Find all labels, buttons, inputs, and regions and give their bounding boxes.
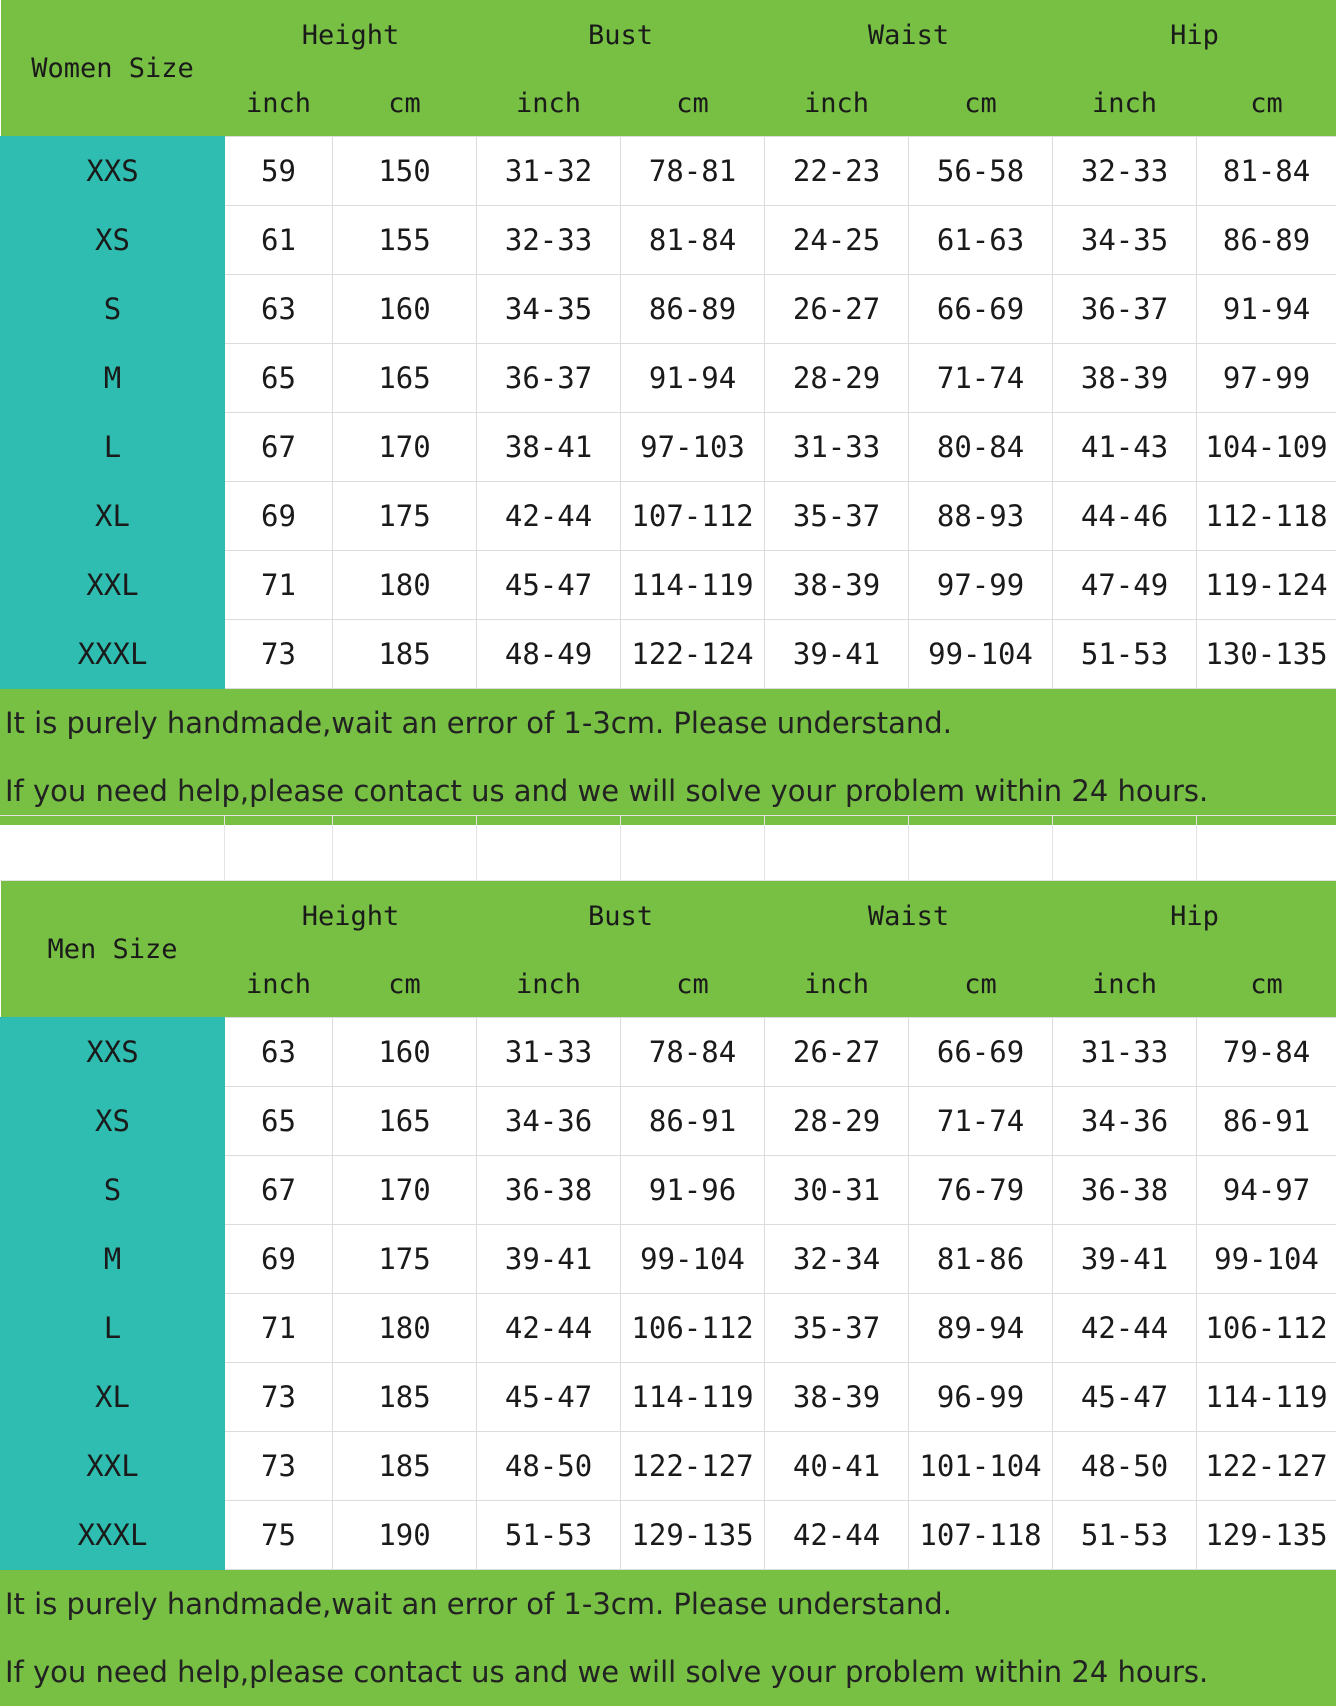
measurement-cell: 59 (225, 137, 333, 206)
size-label: XL (1, 482, 225, 551)
measurement-cell: 114-119 (1197, 1363, 1336, 1432)
measurement-cell: 42-44 (477, 1294, 621, 1363)
measurement-cell: 40-41 (765, 1432, 909, 1501)
table-row (1, 275, 1336, 344)
size-label: M (1, 1225, 225, 1294)
measurement-cell: 185 (333, 620, 477, 689)
measurement-cell: 86-91 (1197, 1087, 1336, 1156)
women-size-table (0, 0, 1336, 689)
measurement-cell: 63 (225, 1018, 333, 1087)
size-label: S (1, 1156, 225, 1225)
group-bust: Bust (477, 0, 765, 70)
size-label: XL (1, 1363, 225, 1432)
measurement-cell: 94-97 (1197, 1156, 1336, 1225)
measurement-cell: 86-89 (621, 275, 765, 344)
table-row (1, 551, 1336, 620)
unit-label: inch (225, 70, 333, 137)
measurement-cell: 170 (333, 413, 477, 482)
women-table-body (1, 137, 1336, 689)
measurement-cell: 75 (225, 1501, 333, 1570)
measurement-cell: 175 (333, 1225, 477, 1294)
group-hip: Hip (1053, 881, 1336, 951)
measurement-cell: 36-38 (477, 1156, 621, 1225)
measurement-cell: 130-135 (1197, 620, 1336, 689)
men-notes (0, 1570, 1336, 1706)
measurement-cell: 35-37 (765, 1294, 909, 1363)
table-row (1, 137, 1336, 206)
measurement-cell: 65 (225, 1087, 333, 1156)
measurement-cell: 51-53 (1053, 1501, 1197, 1570)
measurement-cell: 129-135 (1197, 1501, 1336, 1570)
measurement-cell: 155 (333, 206, 477, 275)
measurement-cell: 122-127 (621, 1432, 765, 1501)
unit-label: cm (333, 951, 477, 1018)
measurement-cell: 61 (225, 206, 333, 275)
measurement-cell: 36-38 (1053, 1156, 1197, 1225)
measurement-cell: 63 (225, 275, 333, 344)
measurement-cell: 99-104 (621, 1225, 765, 1294)
measurement-cell: 170 (333, 1156, 477, 1225)
table-row (1, 1225, 1336, 1294)
measurement-cell: 31-33 (1053, 1018, 1197, 1087)
measurement-cell: 114-119 (621, 551, 765, 620)
measurement-cell: 106-112 (621, 1294, 765, 1363)
measurement-cell: 190 (333, 1501, 477, 1570)
table-row (1, 1501, 1336, 1570)
measurement-cell: 32-33 (477, 206, 621, 275)
women-notes (0, 689, 1336, 825)
size-label: S (1, 275, 225, 344)
men-size-caption: Men Size (1, 881, 225, 1018)
measurement-cell: 45-47 (477, 1363, 621, 1432)
unit-label: cm (333, 70, 477, 137)
group-height: Height (225, 0, 477, 70)
table-row (1, 1432, 1336, 1501)
measurement-cell: 71 (225, 1294, 333, 1363)
measurement-cell: 45-47 (1053, 1363, 1197, 1432)
measurement-cell: 97-99 (1197, 344, 1336, 413)
measurement-cell: 71-74 (909, 344, 1053, 413)
measurement-cell: 165 (333, 344, 477, 413)
measurement-cell: 78-84 (621, 1018, 765, 1087)
table-row (1, 206, 1336, 275)
handmade-note: It is purely handmade,wait an error of 1-3cm. Please understand. (0, 689, 1336, 757)
table-row (1, 482, 1336, 551)
table-row (1, 620, 1336, 689)
measurement-cell: 104-109 (1197, 413, 1336, 482)
measurement-cell: 79-84 (1197, 1018, 1336, 1087)
measurement-cell: 185 (333, 1432, 477, 1501)
table-row (1, 1018, 1336, 1087)
group-waist: Waist (765, 0, 1053, 70)
measurement-cell: 34-36 (1053, 1087, 1197, 1156)
measurement-cell: 38-39 (765, 1363, 909, 1432)
size-label: XXS (1, 137, 225, 206)
measurement-cell: 39-41 (1053, 1225, 1197, 1294)
measurement-cell: 97-103 (621, 413, 765, 482)
measurement-cell: 97-99 (909, 551, 1053, 620)
measurement-cell: 99-104 (909, 620, 1053, 689)
measurement-cell: 107-118 (909, 1501, 1053, 1570)
measurement-cell: 56-58 (909, 137, 1053, 206)
group-hip: Hip (1053, 0, 1336, 70)
measurement-cell: 112-118 (1197, 482, 1336, 551)
measurement-cell: 34-35 (1053, 206, 1197, 275)
size-label: XS (1, 1087, 225, 1156)
measurement-cell: 119-124 (1197, 551, 1336, 620)
measurement-cell: 175 (333, 482, 477, 551)
measurement-cell: 42-44 (765, 1501, 909, 1570)
unit-label: inch (1053, 70, 1197, 137)
measurement-cell: 76-79 (909, 1156, 1053, 1225)
measurement-cell: 48-50 (477, 1432, 621, 1501)
measurement-cell: 32-34 (765, 1225, 909, 1294)
measurement-cell: 34-35 (477, 275, 621, 344)
measurement-cell: 51-53 (1053, 620, 1197, 689)
measurement-cell: 71-74 (909, 1087, 1053, 1156)
measurement-cell: 38-41 (477, 413, 621, 482)
handmade-note: It is purely handmade,wait an error of 1-3cm. Please understand. (0, 1570, 1336, 1638)
size-label: XXS (1, 1018, 225, 1087)
size-label: L (1, 413, 225, 482)
size-label: XXXL (1, 1501, 225, 1570)
measurement-cell: 107-112 (621, 482, 765, 551)
measurement-cell: 88-93 (909, 482, 1053, 551)
measurement-cell: 86-89 (1197, 206, 1336, 275)
measurement-cell: 180 (333, 1294, 477, 1363)
measurement-cell: 160 (333, 275, 477, 344)
measurement-cell: 31-33 (765, 413, 909, 482)
measurement-cell: 30-31 (765, 1156, 909, 1225)
measurement-cell: 81-84 (621, 206, 765, 275)
measurement-cell: 48-50 (1053, 1432, 1197, 1501)
measurement-cell: 42-44 (477, 482, 621, 551)
measurement-cell: 66-69 (909, 275, 1053, 344)
measurement-cell: 34-36 (477, 1087, 621, 1156)
unit-label: cm (909, 70, 1053, 137)
measurement-cell: 73 (225, 1363, 333, 1432)
unit-label: cm (1197, 70, 1336, 137)
measurement-cell: 67 (225, 413, 333, 482)
measurement-cell: 69 (225, 482, 333, 551)
men-table-body (1, 1018, 1336, 1570)
measurement-cell: 89-94 (909, 1294, 1053, 1363)
measurement-cell: 26-27 (765, 1018, 909, 1087)
measurement-cell: 36-37 (1053, 275, 1197, 344)
measurement-cell: 26-27 (765, 275, 909, 344)
measurement-cell: 31-32 (477, 137, 621, 206)
size-label: L (1, 1294, 225, 1363)
measurement-cell: 73 (225, 620, 333, 689)
measurement-cell: 99-104 (1197, 1225, 1336, 1294)
unit-label: cm (621, 70, 765, 137)
table-row (1, 413, 1336, 482)
measurement-cell: 39-41 (477, 1225, 621, 1294)
measurement-cell: 96-99 (909, 1363, 1053, 1432)
size-label: XXL (1, 1432, 225, 1501)
unit-label: inch (225, 951, 333, 1018)
measurement-cell: 160 (333, 1018, 477, 1087)
group-waist: Waist (765, 881, 1053, 951)
measurement-cell: 69 (225, 1225, 333, 1294)
size-label: M (1, 344, 225, 413)
measurement-cell: 114-119 (621, 1363, 765, 1432)
measurement-cell: 42-44 (1053, 1294, 1197, 1363)
men-size-table (0, 881, 1336, 1570)
measurement-cell: 91-96 (621, 1156, 765, 1225)
unit-label: inch (1053, 951, 1197, 1018)
measurement-cell: 81-84 (1197, 137, 1336, 206)
measurement-cell: 101-104 (909, 1432, 1053, 1501)
measurement-cell: 91-94 (621, 344, 765, 413)
unit-label: inch (765, 70, 909, 137)
unit-label: cm (909, 951, 1053, 1018)
unit-label: cm (1197, 951, 1336, 1018)
size-label: XS (1, 206, 225, 275)
measurement-cell: 31-33 (477, 1018, 621, 1087)
table-row (1, 1156, 1336, 1225)
measurement-cell: 180 (333, 551, 477, 620)
measurement-cell: 129-135 (621, 1501, 765, 1570)
measurement-cell: 28-29 (765, 1087, 909, 1156)
measurement-cell: 165 (333, 1087, 477, 1156)
measurement-cell: 51-53 (477, 1501, 621, 1570)
measurement-cell: 38-39 (1053, 344, 1197, 413)
contact-note: If you need help,please contact us and we will solve your problem within 24 hours. (0, 1638, 1336, 1706)
measurement-cell: 39-41 (765, 620, 909, 689)
measurement-cell: 71 (225, 551, 333, 620)
measurement-cell: 66-69 (909, 1018, 1053, 1087)
measurement-cell: 44-46 (1053, 482, 1197, 551)
measurement-cell: 78-81 (621, 137, 765, 206)
women-size-caption: Women Size (1, 0, 225, 137)
women-table-header (1, 0, 1336, 137)
men-size-chart (0, 881, 1336, 1706)
measurement-cell: 122-124 (621, 620, 765, 689)
table-row (1, 1087, 1336, 1156)
measurement-cell: 73 (225, 1432, 333, 1501)
measurement-cell: 48-49 (477, 620, 621, 689)
measurement-cell: 91-94 (1197, 275, 1336, 344)
measurement-cell: 41-43 (1053, 413, 1197, 482)
measurement-cell: 81-86 (909, 1225, 1053, 1294)
size-label: XXL (1, 551, 225, 620)
measurement-cell: 36-37 (477, 344, 621, 413)
measurement-cell: 65 (225, 344, 333, 413)
measurement-cell: 22-23 (765, 137, 909, 206)
women-size-chart (0, 0, 1336, 825)
group-bust: Bust (477, 881, 765, 951)
measurement-cell: 28-29 (765, 344, 909, 413)
spacer-grid (0, 815, 1336, 881)
measurement-cell: 32-33 (1053, 137, 1197, 206)
unit-label: inch (765, 951, 909, 1018)
measurement-cell: 150 (333, 137, 477, 206)
unit-label: inch (477, 70, 621, 137)
size-label: XXXL (1, 620, 225, 689)
contact-note: If you need help,please contact us and we will solve your problem within 24 hours. (0, 757, 1336, 825)
men-table-header (1, 881, 1336, 1018)
unit-label: cm (621, 951, 765, 1018)
measurement-cell: 47-49 (1053, 551, 1197, 620)
measurement-cell: 61-63 (909, 206, 1053, 275)
measurement-cell: 67 (225, 1156, 333, 1225)
table-row (1, 344, 1336, 413)
table-row (1, 1294, 1336, 1363)
measurement-cell: 185 (333, 1363, 477, 1432)
measurement-cell: 80-84 (909, 413, 1053, 482)
measurement-cell: 24-25 (765, 206, 909, 275)
measurement-cell: 35-37 (765, 482, 909, 551)
measurement-cell: 86-91 (621, 1087, 765, 1156)
group-height: Height (225, 881, 477, 951)
measurement-cell: 38-39 (765, 551, 909, 620)
measurement-cell: 106-112 (1197, 1294, 1336, 1363)
measurement-cell: 45-47 (477, 551, 621, 620)
table-row (1, 1363, 1336, 1432)
measurement-cell: 122-127 (1197, 1432, 1336, 1501)
unit-label: inch (477, 951, 621, 1018)
